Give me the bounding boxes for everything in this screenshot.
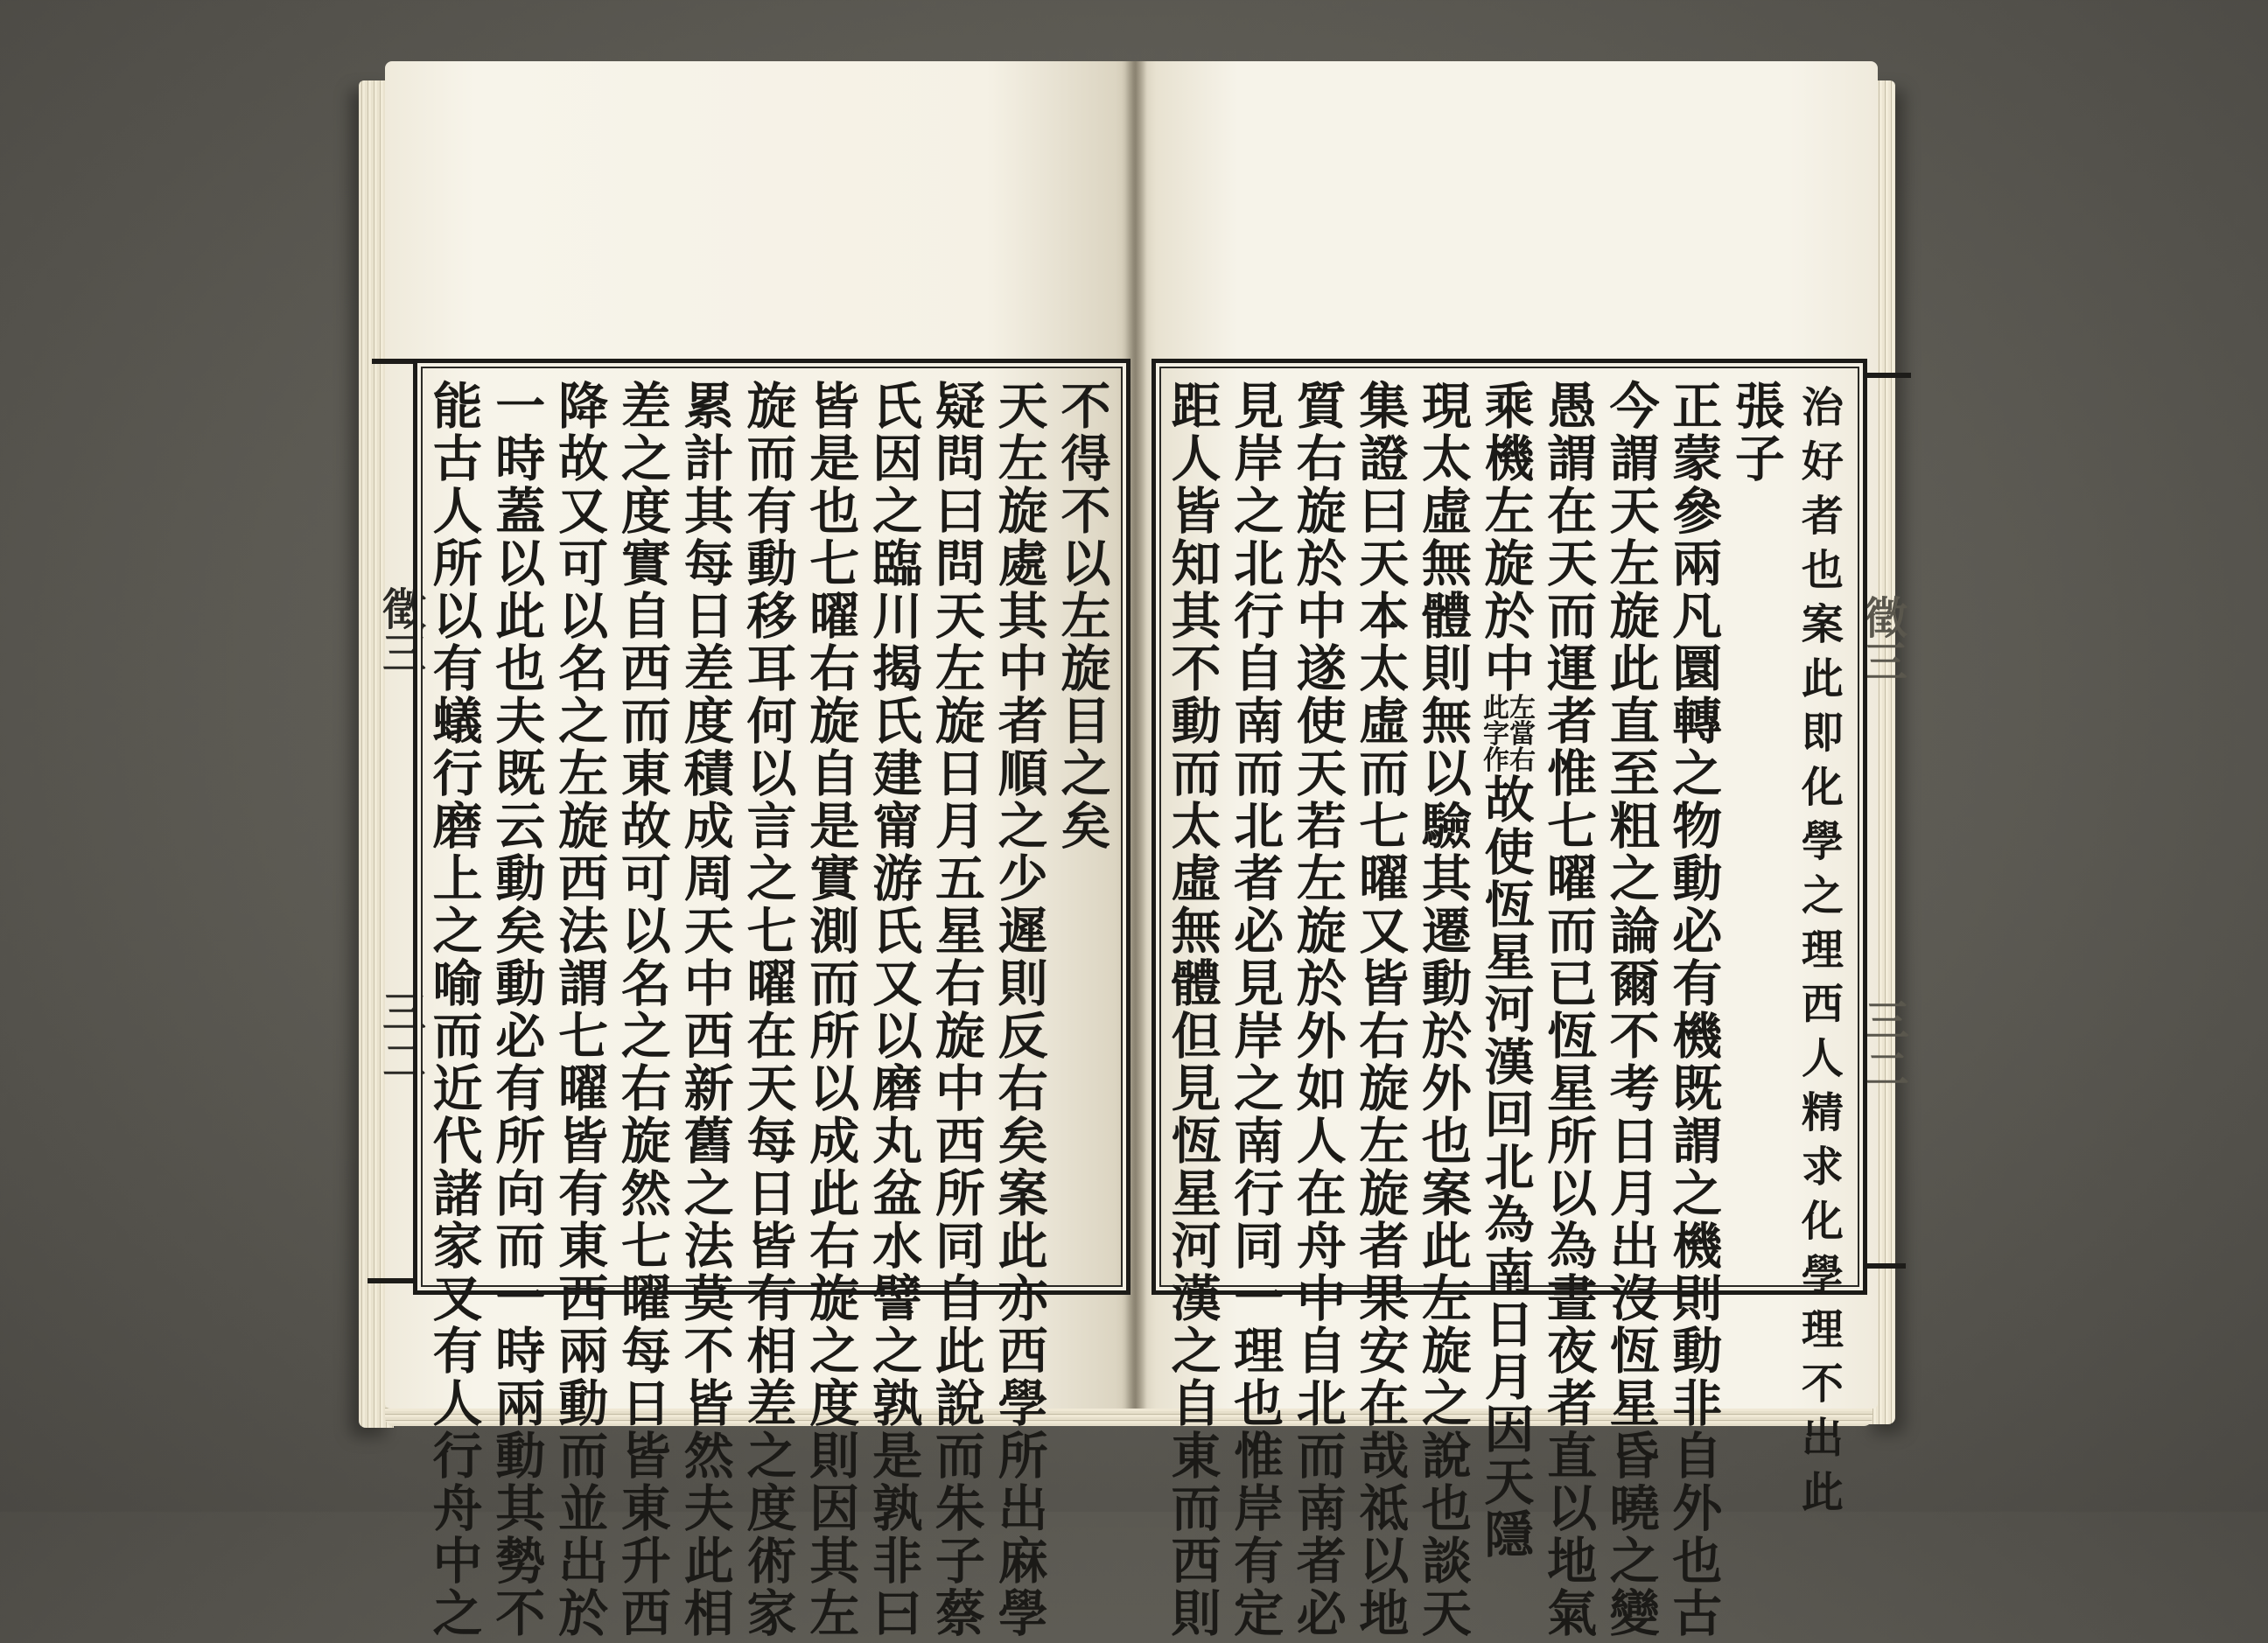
right-column-3: 正蒙參兩凡圜轉之物動必有機既謂之機則動非自外也古 xyxy=(1672,377,1723,1643)
right-column-4: 今謂天左旋此直至粗之論爾不考日月出沒恆星昏曉之變 xyxy=(1609,377,1660,1643)
left-text-columns xyxy=(430,377,1114,1643)
right-column-2: 張子 xyxy=(1734,377,1785,488)
left-column-5: 皆是也七曜右旋自是實測而所以成此右旋之度則因其左 xyxy=(809,377,860,1643)
left-column-1: 不得不以左旋目之矣 xyxy=(1060,377,1111,856)
right-column-6-note: 此左字當作右 xyxy=(1482,693,1536,776)
right-text-frame xyxy=(1152,359,1867,1643)
left-bottom-band xyxy=(368,1278,418,1283)
right-column-6-tail: 故使恆星河漢回北為南日月因天隱 xyxy=(1484,771,1535,1564)
left-page-number: 三二 xyxy=(375,989,427,1087)
right-column-1: 治好者也案此即化學之理西人精求化學理不出此 xyxy=(1801,383,1844,1517)
left-top-band xyxy=(372,359,417,364)
left-column-6: 旋而有動移耳何以言之七曜在天每日皆有相差之度術家 xyxy=(746,377,797,1643)
left-column-7: 累計其每日差度積成周天中西新舊之法莫不皆然夫此相 xyxy=(683,377,734,1643)
right-column-8: 集證曰天本太虛而七曜又皆右旋左旋者果安在哉祗以地 xyxy=(1359,377,1410,1643)
left-text-frame xyxy=(413,359,1130,1643)
right-column-9: 質右旋於中遂使天若左旋於外如人在舟中自北而南者必 xyxy=(1296,377,1347,1643)
left-margin-title: 徵三 xyxy=(375,586,427,674)
right-column-10: 見岸之北行自南而北者必見岸之南行同一理也惟岸有定 xyxy=(1234,377,1284,1643)
left-column-8: 差之度實自西而東故可以名之右旋然七曜每日皆東升西 xyxy=(620,377,671,1643)
right-column-11: 距人皆知其不動而太虛無體但見恆星河漢之自東而西則 xyxy=(1171,377,1222,1643)
left-column-9: 降故又可以名之左旋西法謂七曜皆有東西兩動而並出於 xyxy=(558,377,609,1643)
right-column-6 xyxy=(1481,377,1537,1564)
right-page-number: 三二 xyxy=(1858,997,1910,1095)
right-column-5: 愚謂在天而運者惟七曜而已恆星所以為晝夜者直以地氣 xyxy=(1547,377,1598,1643)
right-text-columns xyxy=(1168,377,1851,1643)
left-column-4: 氏因之臨川揭氏建甯游氏又以磨丸盆水譬之孰是孰非曰 xyxy=(872,377,923,1643)
right-margin-title: 徵三 xyxy=(1857,595,1908,682)
left-column-10: 一時蓋以此也夫既云動矣動必有所向而一時兩動其勢不 xyxy=(495,377,546,1643)
left-column-3: 疑問曰問天左旋日月五星右旋中西所同自此說而朱子蔡 xyxy=(934,377,985,1643)
left-column-11: 能古人所以有蟻行磨上之喻而近代諸家又有人行舟中之 xyxy=(432,377,483,1643)
left-column-2: 天左旋處其中者順之少遲則反右矣案此亦西學所出麻學 xyxy=(998,377,1048,1643)
right-column-6-head: 乘機左旋於中 xyxy=(1484,377,1535,698)
right-column-7: 現太虛無體則無以驗其遷動於外也案此左旋之說也談天 xyxy=(1421,377,1472,1643)
